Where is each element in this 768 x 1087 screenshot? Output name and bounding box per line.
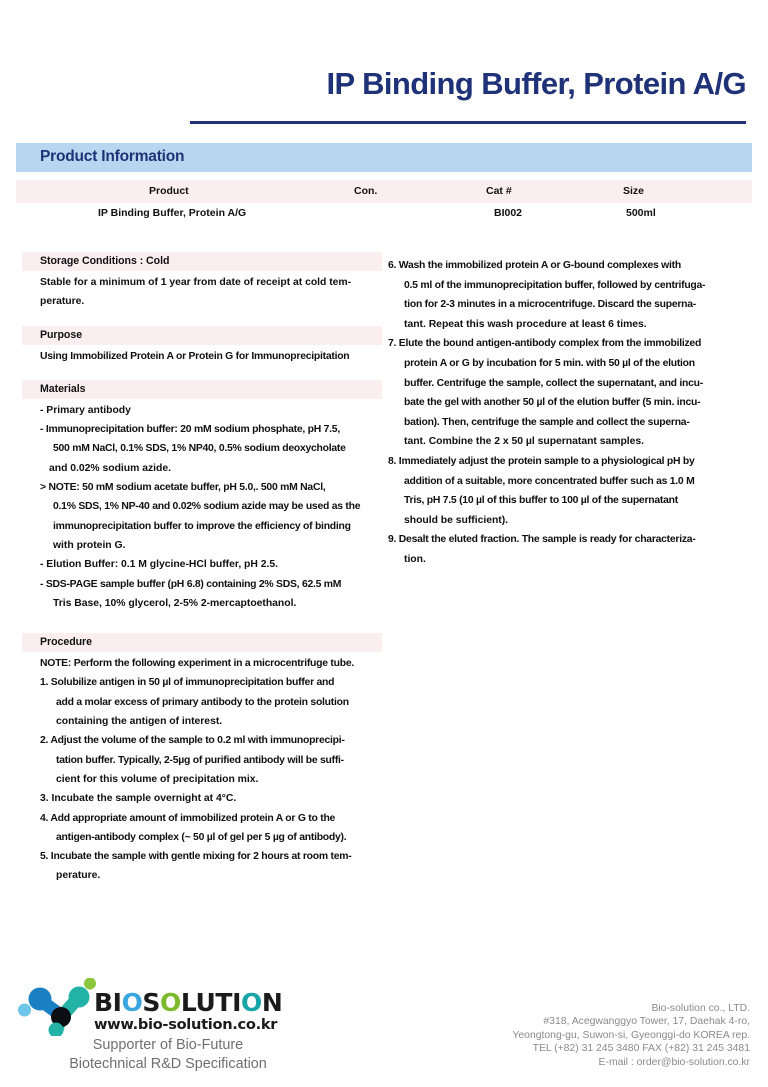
text-line: - Primary antibody — [40, 404, 131, 416]
text-line: tion for 2-3 minutes in a microcentrifuge. Discard the superna- — [404, 299, 696, 311]
text-line: 500 mM NaCl, 0.1% SDS, 1% NP40, 0.5% sodium deoxycholate — [53, 443, 346, 455]
cell-product-name: IP Binding Buffer, Protein A/G — [98, 207, 247, 219]
text-line: > NOTE: 50 mM sodium acetate buffer, pH 5.0,. 500 mM NaCl, — [40, 482, 326, 494]
table-row — [16, 203, 752, 225]
text-line: - SDS-PAGE sample buffer (pH 6.8) containing 2% SDS, 62.5 mM — [40, 578, 342, 590]
text-line: 0.5 ml of the immunoprecipitation buffer, followed by centrifuga- — [404, 279, 706, 291]
spacer — [22, 312, 382, 326]
text-line: buffer. Centrifuge the sample, collect the supernatant, and incu- — [404, 377, 703, 389]
cell-catalog-number: BI002 — [494, 207, 523, 219]
text-line: addition of a suitable, more concentrated buffer such as 1.0 M — [404, 475, 695, 487]
text-line: Stable for a minimum of 1 year from date of receipt at cold tem- — [40, 277, 352, 288]
text-line: containing the antigen of interest. — [56, 716, 223, 728]
brand-part-3: LUTI — [180, 988, 241, 1017]
product-information-label: Product Information — [40, 148, 185, 165]
text-line: 0.1% SDS, 1% NP-40 and 0.02% sodium azide may be used as the — [53, 501, 361, 513]
column-header-con: Con. — [354, 185, 378, 197]
product-table-header-row — [16, 180, 752, 203]
brand-tagline-line-2: Biotechnical R&D Specification — [69, 1056, 267, 1072]
contact-company-name: Bio-solution co., LTD. — [651, 1003, 750, 1014]
contact-address-line-2: Yeongtong-gu, Suwon-si, Gyeonggi-do KOREA rep. — [512, 1029, 750, 1041]
text-line: 4. Add appropriate amount of immobilized protein A or G to the — [40, 812, 336, 824]
page-title: IP Binding Buffer, Protein A/G — [326, 66, 746, 101]
text-line: bate the gel with another 50 µl of the elution buffer (5 min. incu- — [404, 397, 701, 409]
column-header-cat: Cat # — [486, 185, 512, 197]
contact-email[interactable]: E-mail : order@bio-solution.co.kr — [598, 1056, 750, 1068]
text-line: 3. Incubate the sample overnight at 4°C. — [40, 793, 237, 805]
text-line: perature. — [56, 870, 101, 882]
cell-size: 500ml — [626, 207, 656, 219]
brand-letter-o-blue: O — [121, 988, 143, 1017]
brand-letter-o-teal: O — [241, 988, 262, 1017]
left-column — [22, 252, 382, 886]
right-column — [388, 256, 746, 570]
text-line: tation buffer. Typically, 2-5µg of purified antibody will be suffi- — [56, 754, 344, 766]
column-header-product: Product — [149, 185, 189, 197]
text-line: 6. Wash the immobilized protein A or G-bound complexes with — [388, 260, 681, 271]
text-line: with protein G. — [53, 539, 126, 551]
procedure-note: NOTE: Perform the following experiment in a microcentrifuge tube. — [40, 658, 354, 670]
page-footer — [0, 972, 768, 1087]
text-line: - Immunoprecipitation buffer: 20 mM sodium phosphate, pH 7.5, — [40, 424, 340, 436]
text-line: 1. Solubilize antigen in 50 µl of immunoprecipitation buffer and — [40, 677, 335, 689]
page-title-wrapper — [0, 68, 768, 101]
product-information-band — [16, 143, 752, 172]
text-line: - Elution Buffer: 0.1 M glycine-HCl buffer, pH 2.5. — [40, 559, 278, 571]
contact-address-line-1: #318, Acegwanggyo Tower, 17, Daehak 4-ro, — [543, 1016, 750, 1028]
contact-phone-fax: TEL (+82) 31 245 3480 FAX (+82) 31 245 3481 — [532, 1043, 750, 1055]
text-line: Using Immobilized Protein A or Protein G for Immunoprecipitation — [40, 350, 350, 362]
spacer — [22, 613, 382, 633]
brand-letter-o-green: O — [160, 988, 181, 1017]
brand-tagline-line-1: Supporter of Bio-Future — [92, 1037, 244, 1053]
column-header-size: Size — [623, 185, 645, 197]
title-underline-rule — [190, 121, 746, 124]
brand-part-4: N — [261, 988, 283, 1017]
brand-part-2: S — [142, 988, 161, 1017]
text-line: protein A or G by incubation for 5 min. with 50 µl of the elution — [404, 357, 695, 369]
text-line: tion. — [404, 553, 426, 565]
brand-wordmark — [94, 990, 282, 1016]
text-line: and 0.02% sodium azide. — [49, 462, 171, 474]
text-line: Tris Base, 10% glycerol, 2-5% 2-mercaptoethanol. — [53, 597, 297, 609]
brand-part-1: BI — [94, 988, 122, 1017]
section-heading-purpose: Purpose — [22, 326, 382, 345]
text-line: perature. — [40, 296, 85, 308]
company-contact-block — [512, 1002, 750, 1069]
section-body-procedure — [22, 652, 382, 886]
section-body-materials — [22, 399, 382, 613]
text-line: antigen-antibody complex (~ 50 µl of gel per 5 µg of antibody). — [56, 831, 347, 843]
text-line: 5. Incubate the sample with gentle mixing for 2 hours at room tem- — [40, 851, 352, 863]
text-line: 8. Immediately adjust the protein sample to a physiological pH by — [388, 455, 695, 467]
brand-text-block — [94, 990, 282, 1034]
spacer — [22, 366, 382, 380]
brand-website-url[interactable]: www.bio-solution.co.kr — [94, 1016, 278, 1033]
text-line: cient for this volume of precipitation mix. — [56, 773, 259, 785]
section-heading-storage-conditions: Storage Conditions : Cold — [22, 252, 382, 271]
text-line: 9. Desalt the eluted fraction. The sample is ready for characteriza- — [388, 534, 696, 546]
text-line: 7. Elute the bound antigen-antibody complex from the immobilized — [388, 338, 702, 350]
text-line: tant. Repeat this wash procedure at least 6 times. — [404, 318, 647, 330]
text-line: tant. Combine the 2 x 50 µl supernatant samples. — [404, 436, 645, 448]
text-line: should be sufficient). — [404, 514, 509, 526]
section-heading-materials: Materials — [22, 380, 382, 399]
text-line: add a molar excess of primary antibody to the protein solution — [56, 696, 349, 708]
section-body-purpose — [22, 345, 382, 366]
molecule-logo-icon — [18, 978, 98, 1036]
section-heading-procedure: Procedure — [22, 633, 382, 652]
section-body-storage-conditions — [22, 271, 382, 312]
text-line: 2. Adjust the volume of the sample to 0.2 ml with immunoprecipi- — [40, 735, 345, 747]
text-line: Tris, pH 7.5 (10 µl of this buffer to 100 µl of the supernatant — [404, 495, 678, 507]
text-line: bation). Then, centrifuge the sample and collect the superna- — [404, 416, 690, 428]
text-line: immunoprecipitation buffer to improve the efficiency of binding — [53, 520, 351, 532]
brand-tagline-block — [18, 1036, 318, 1074]
